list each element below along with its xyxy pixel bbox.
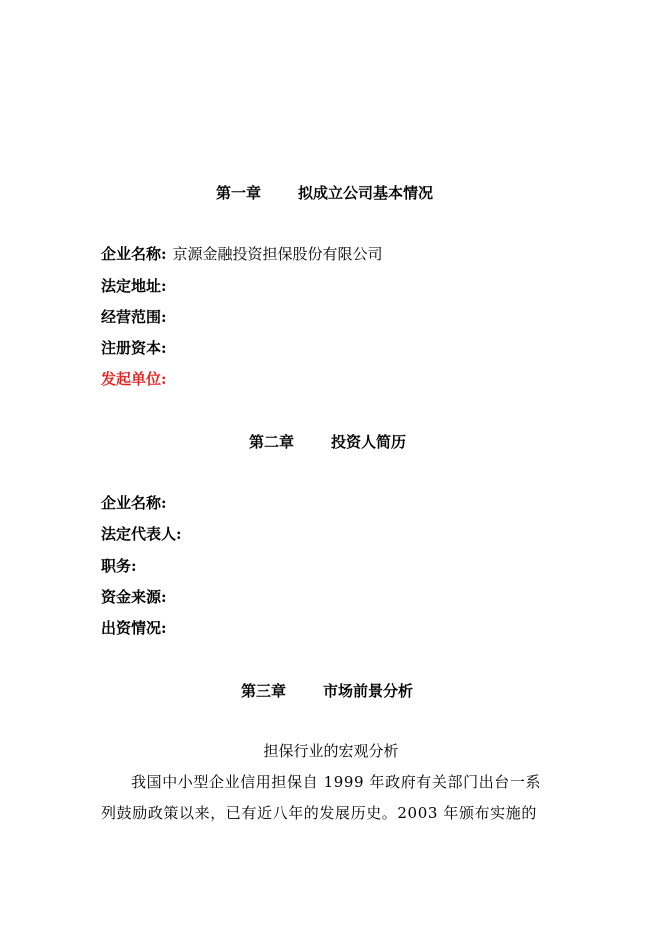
paragraph-line-2: 列鼓励政策以来，已有近八年的发展历史。2003 年颁布实施的 [101, 804, 537, 822]
field-value: 京源金融投资担保股份有限公司 [172, 245, 383, 263]
chapter-2-title: 投资人简历 [331, 433, 407, 451]
field-label: 资金来源: [101, 588, 167, 606]
field-label: 法定地址: [101, 277, 167, 295]
field-company-name [101, 244, 383, 264]
chapter-2-number: 第二章 [249, 433, 295, 451]
chapter-3-number: 第三章 [241, 682, 287, 700]
chapter-1-number: 第一章 [216, 184, 262, 202]
field-position [101, 556, 137, 576]
field-label: 法定代表人: [101, 525, 182, 543]
field-label: 企业名称: [101, 494, 167, 512]
chapter-1-title: 拟成立公司基本情况 [298, 184, 434, 202]
field-investment-status [101, 618, 167, 638]
field-label: 注册资本: [101, 339, 167, 357]
field-registered-capital [101, 338, 167, 358]
field-label: 发起单位: [101, 370, 167, 388]
field-legal-representative [101, 524, 182, 544]
paragraph-line-1: 我国中小型企业信用担保自 1999 年政府有关部门出台一系 [131, 773, 542, 791]
field-sponsor-unit [101, 369, 167, 389]
field-fund-source [101, 587, 167, 607]
field-label: 出资情况: [101, 619, 167, 637]
field-investor-company-name [101, 493, 167, 513]
field-business-scope [101, 307, 167, 327]
field-label: 经营范围: [101, 308, 167, 326]
field-legal-address [101, 276, 167, 296]
chapter-3-title: 市场前景分析 [323, 682, 414, 700]
field-label: 职务: [101, 557, 137, 575]
section-subheading: 担保行业的宏观分析 [263, 742, 399, 760]
field-label: 企业名称: [101, 245, 167, 263]
